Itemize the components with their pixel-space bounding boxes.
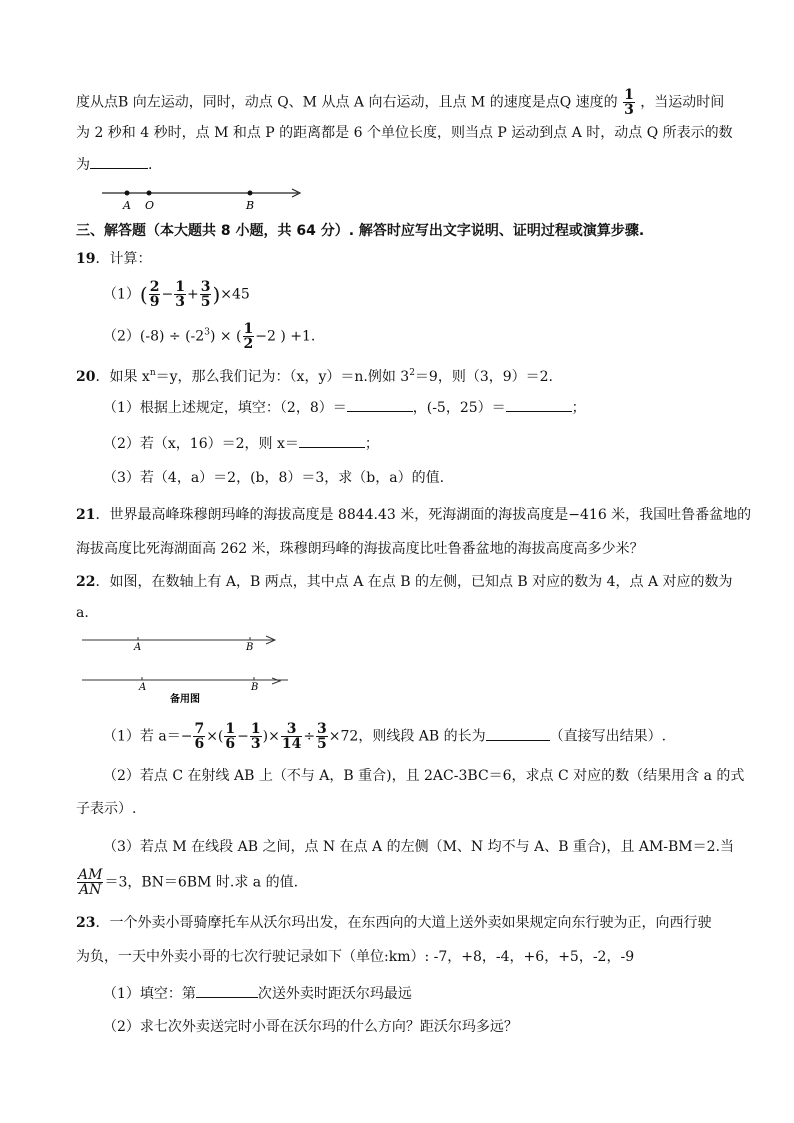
- label-A: A: [123, 199, 131, 212]
- q20-stem: 20．如果 $x^n=y$，那么我们记为：（x，y）＝n.例如 $3^2=9$，则（3，9）＝2.: [76, 368, 554, 385]
- number-line-figure-22: [78, 628, 288, 708]
- q23-line-1: 23．一个外卖小哥骑摩托车从沃尔玛出发，在东西向的大道上送外卖如果规定向东行驶为正，向西行驶: [76, 915, 712, 931]
- fraction: $\frac{1}{2}$: [243, 321, 254, 352]
- q23-part-1: （1）填空：第 次送外卖时距沃尔玛最远: [103, 986, 412, 1002]
- fraction: $\frac{3}{5}$: [317, 721, 327, 752]
- q23-line-2: 为负，一天中外卖小哥的七次行驶记录如下（单位:km）: -7，+8，-4，+6，+5，-2，-9: [76, 949, 635, 965]
- q22-part-2-line-1: （2）若点 C 在射线 AB 上（不与 A，B 重合)，且 2AC-3BC＝6，求点 C 对应的数（结果用含 a 的式: [103, 768, 745, 784]
- fraction-one-third: $\frac{1}{3}$: [624, 87, 634, 118]
- label-O: O: [145, 199, 155, 212]
- label-B-backup: B: [251, 682, 259, 693]
- fraction: $\frac{1}{3}$: [175, 279, 185, 310]
- q22-line-2: a.: [76, 605, 89, 621]
- q22-part-1: （1）若 a＝− $\frac{7}{6}$ ×( $\frac{1}{6}$ − $\frac{1}{3}$ )× $\frac{3}{14}$ ÷ $\frac{3}{5}$ ×72，则线段 AB 的长为 （直接写出结果）.: [103, 721, 667, 752]
- arrow-head-backup: [270, 676, 282, 686]
- label-A-backup: A: [139, 682, 147, 693]
- fraction-am-an: $\frac{AM}{AN}$: [78, 867, 103, 898]
- figure-caption: 备用图: [170, 694, 200, 705]
- section-3-heading: 三、解答题（本大题共 8 小题，共 64 分）. 解答时应写出文字说明、证明过程或演算步骤.: [76, 223, 645, 239]
- q19-part-2: $(2)(-8) \div (-2^3)$ × ( $\frac{1}{2}$ −2 ) +1.: [103, 321, 316, 352]
- q20-part-1: （1）根据上述规定，填空：（2，8）＝ ，(-5，25）＝ ；: [103, 400, 586, 416]
- q23-part-2: （2）求七次外卖送完时小哥在沃尔玛的什么方向？距沃尔玛多远？: [103, 1019, 518, 1035]
- q18-line-2: 为 2 秒和 4 秒时，点 M 和点 P 的距离都是 6 个单位长度，则当点 P 运动到点 A 时，动点 Q 所表示的数: [76, 125, 733, 141]
- point-B: [248, 191, 253, 196]
- q22-part-2-line-2: 子表示）.: [76, 801, 137, 817]
- q20-part-2: （2）若（x，16）＝2，则 x＝ ；: [103, 436, 379, 452]
- q21-line-2: 海拔高度比死海湖面高 262 米，珠穆朗玛峰的海拔高度比吐鲁番盆地的海拔高度高多少米？: [76, 541, 644, 557]
- q18-line-1: 度从点B 向左运动，同时，动点 Q、M 从点 A 向右运动，且点 M 的速度是点Q 速度的 $\frac{1}{3}$ ，当运动时间: [76, 87, 725, 118]
- fraction: $\frac{3}{5}$: [200, 279, 211, 310]
- q21-line-1: 21．世界最高峰珠穆朗玛峰的海拔高度是 8844.43 米，死海湖面的海拔高度是−416 米，我国吐鲁番盆地的: [76, 507, 752, 523]
- fraction: $\frac{1}{6}$: [225, 721, 236, 752]
- q18-line-3: 为 .: [76, 157, 153, 173]
- answer-blank[interactable]: [486, 740, 550, 741]
- answer-blank[interactable]: [299, 447, 365, 448]
- number-line-figure-18: [96, 182, 306, 212]
- point-A: [125, 191, 130, 196]
- q22-line-1: 22．如图，在数轴上有 A，B 两点，其中点 A 在点 B 的左侧，已知点 B 对应的数为 4，点 A 对应的数为: [76, 574, 733, 590]
- q22-part-3-line-2: $\frac{AM}{AN}$ ＝3，BN＝6BM 时.求 a 的值.: [78, 867, 299, 898]
- answer-blank[interactable]: [506, 411, 572, 412]
- q20-part-3: （3）若（4，a）＝2，(b，8）＝3，求（b，a）的值.: [103, 470, 445, 486]
- label-B: B: [246, 642, 254, 653]
- fraction: $\frac{7}{6}$: [194, 721, 205, 752]
- fraction: $\frac{3}{14}$: [281, 721, 302, 752]
- q19-stem: 19．计算：: [76, 251, 152, 267]
- fraction: $\frac{2}{9}$: [149, 279, 160, 310]
- answer-blank[interactable]: [196, 997, 258, 998]
- point-O: [147, 191, 152, 196]
- label-B: B: [246, 199, 255, 212]
- q22-part-3-line-1: （3）若点 M 在线段 AB 之间，点 N 在点 A 的左侧（M、N 均不与 A、B 重合)，且 AM-BM＝2.当: [103, 839, 735, 855]
- label-A: A: [134, 642, 142, 653]
- answer-blank[interactable]: [90, 168, 148, 169]
- fraction: $\frac{1}{3}$: [250, 721, 261, 752]
- answer-blank[interactable]: [347, 411, 413, 412]
- q19-part-1: （1）( $\frac{2}{9}$ − $\frac{1}{3}$ + $\frac{3}{5}$ )×45: [103, 279, 250, 310]
